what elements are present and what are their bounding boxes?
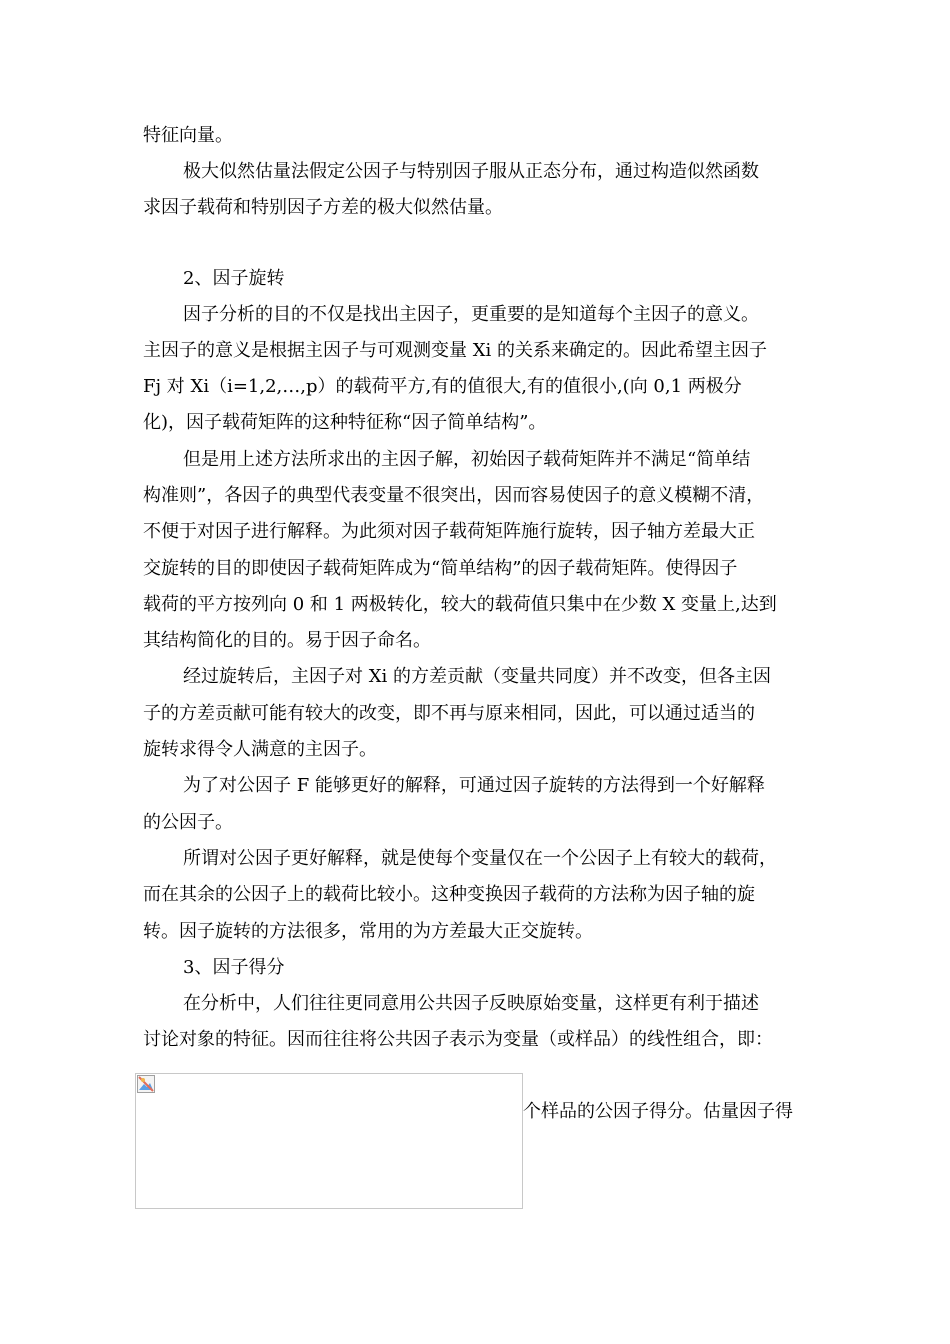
text-line-5: 因子分析的目的不仅是找出主因子，更重要的是知道每个主因子的意义。 <box>183 304 759 325</box>
embedded-formula-image <box>135 1073 523 1209</box>
text-line-12: 交旋转的目的即使因子载荷矩阵成为“简单结构”的因子载荷矩阵。使得因子 <box>143 558 738 579</box>
text-line-25: 讨论对象的特征。因而往往将公共因子表示为变量（或样品）的线性组合，即： <box>143 1029 773 1050</box>
text-line-17: 旋转求得令人满意的主因子。 <box>143 739 377 760</box>
text-line-2: 极大似然估量法假定公因子与特别因子服从正态分布，通过构造似然函数 <box>183 161 759 182</box>
text-line-13: 载荷的平方按列向 0 和 1 两极转化，较大的载荷值只集中在少数 X 变量上,达到 <box>143 594 777 615</box>
section-heading-factor-score: 3、因子得分 <box>183 957 285 978</box>
text-line-18: 为了对公因子 F 能够更好的解释，可通过因子旋转的方法得到一个好解释 <box>183 775 765 796</box>
text-line-14: 其结构简化的目的。易于因子命名。 <box>143 630 431 651</box>
text-line-after-image: 个样品的公因子得分。估量因子得 <box>523 1101 793 1122</box>
text-line-20: 所谓对公因子更好解释，就是使每个变量仅在一个公因子上有较大的载荷， <box>183 848 777 869</box>
text-line-6: 主因子的意义是根据主因子与可观测变量 Xi 的关系来确定的。因此希望主因子 <box>143 340 768 361</box>
text-line-9: 但是用上述方法所求出的主因子解，初始因子载荷矩阵并不满足“简单结 <box>183 449 751 470</box>
section-heading-factor-rotation: 2、因子旋转 <box>183 268 285 289</box>
text-line-1: 特征向量。 <box>143 125 233 146</box>
text-line-19: 的公因子。 <box>143 812 233 833</box>
text-line-11: 不便于对因子进行解释。为此须对因子载荷矩阵施行旋转，因子轴方差最大正 <box>143 521 755 542</box>
text-line-10: 构准则”，各因子的典型代表变量不很突出，因而容易使因子的意义模糊不清， <box>143 485 765 506</box>
text-line-22: 转。因子旋转的方法很多，常用的为方差最大正交旋转。 <box>143 921 593 942</box>
text-line-21: 而在其余的公因子上的载荷比较小。这种变换因子载荷的方法称为因子轴的旋 <box>143 884 755 905</box>
broken-image-icon <box>137 1075 155 1093</box>
text-line-3: 求因子载荷和特别因子方差的极大似然估量。 <box>143 197 503 218</box>
text-line-16: 子的方差贡献可能有较大的改变，即不再与原来相同，因此，可以通过适当的 <box>143 703 755 724</box>
text-line-15: 经过旋转后，主因子对 Xi 的方差贡献（变量共同度）并不改变，但各主因 <box>183 666 772 687</box>
text-line-8: 化)，因子载荷矩阵的这种特征称“因子简单结构”。 <box>143 412 547 433</box>
text-line-24: 在分析中，人们往往更同意用公共因子反映原始变量，这样更有利于描述 <box>183 993 759 1014</box>
text-line-7: Fj 对 Xi（i=1,2,…,p）的载荷平方,有的值很大,有的值很小,(向 0,1 两极分 <box>143 376 742 397</box>
